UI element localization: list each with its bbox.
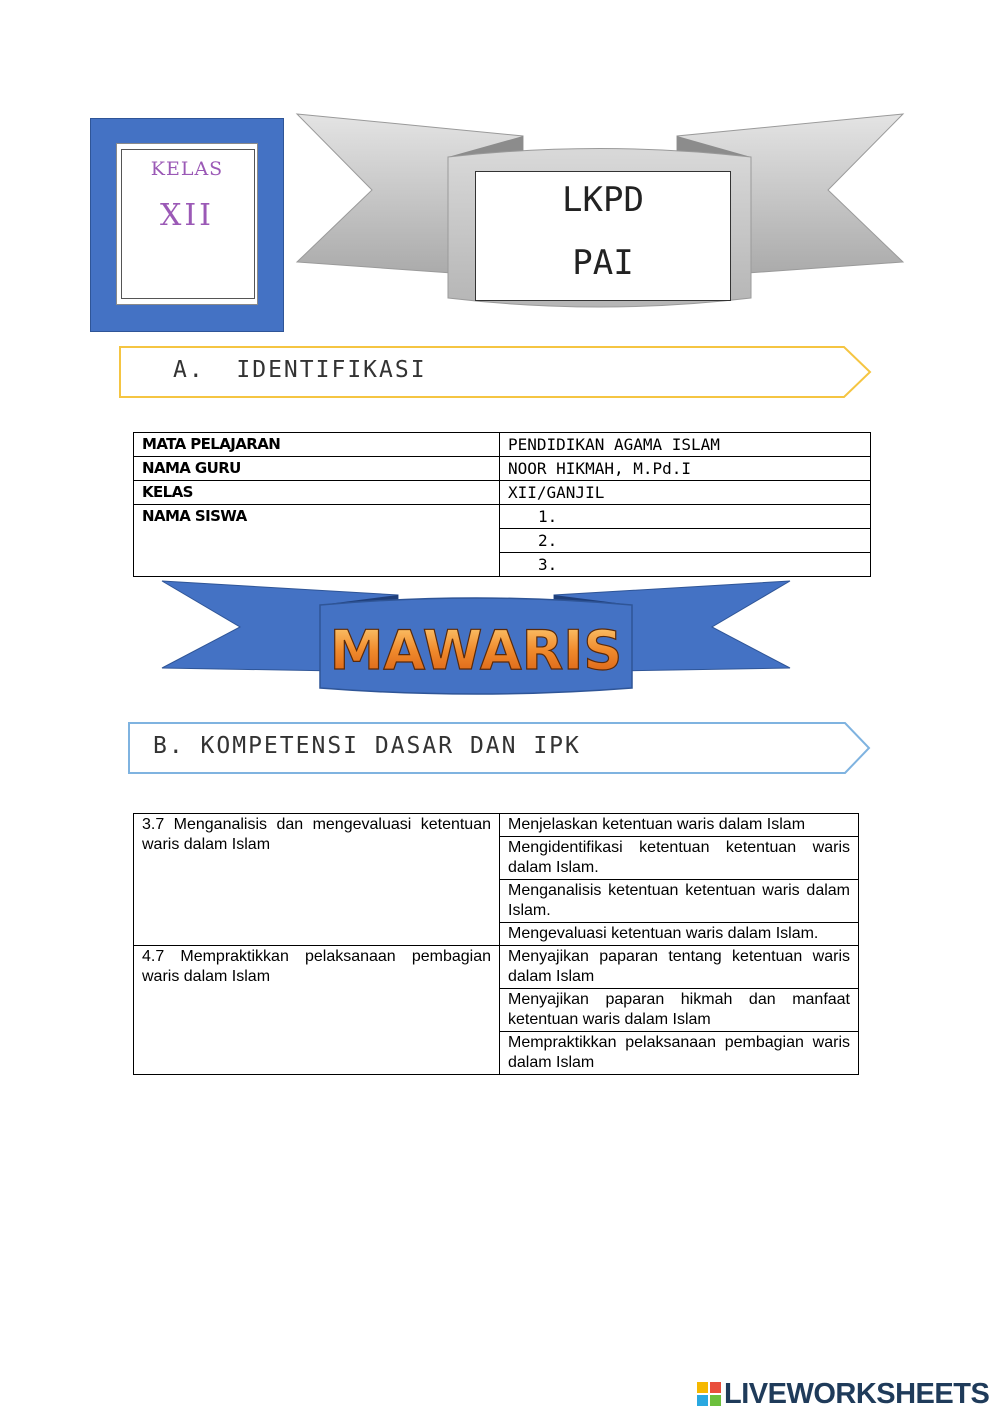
row-value: PENDIDIKAN AGAMA ISLAM — [500, 433, 871, 457]
lkpd-title: LKPD — [562, 180, 644, 220]
ipk-cell: Menjelaskan ketentuan waris dalam Islam — [500, 814, 859, 837]
table-row — [134, 457, 871, 481]
siswa-number: 1. — [500, 505, 871, 529]
row-label: MATA PELAJARAN — [134, 433, 500, 457]
kd-cell: 3.7 Menganalisis dan mengevaluasi ketentuan waris dalam Islam — [134, 814, 500, 946]
ipk-cell: Mengidentifikasi ketentuan ketentuan waris dalam Islam. — [500, 837, 859, 880]
table-row — [134, 946, 859, 989]
identitas-table — [133, 432, 871, 577]
siswa-number: 3. — [500, 553, 871, 577]
liveworksheets-logo — [697, 1378, 989, 1410]
ipk-cell: Menyajikan paparan tentang ketentuan waris dalam Islam — [500, 946, 859, 989]
table-row — [134, 505, 871, 529]
ipk-cell: Menyajikan paparan hikmah dan manfaat ketentuan waris dalam Islam — [500, 989, 859, 1032]
liveworksheets-logo-icon — [697, 1382, 721, 1406]
table-row — [134, 433, 871, 457]
liveworksheets-logo-text: LIVEWORKSHEETS — [724, 1377, 990, 1410]
ipk-cell: Mengevaluasi ketentuan waris dalam Islam. — [500, 923, 859, 946]
section-b-title: B. KOMPETENSI DASAR DAN IPK — [153, 733, 581, 759]
kelas-value: XII — [159, 198, 215, 233]
row-label: KELAS — [134, 481, 500, 505]
siswa-number: 2. — [500, 529, 871, 553]
row-value: XII/GANJIL — [500, 481, 871, 505]
kompetensi-table — [133, 813, 859, 1075]
ipk-cell: Mempraktikkan pelaksanaan pembagian waris dalam Islam — [500, 1032, 859, 1075]
table-row — [134, 814, 859, 837]
kd-cell: 4.7 Mempraktikkan pelaksanaan pembagian waris dalam Islam — [134, 946, 500, 1075]
nama-siswa-label: NAMA SISWA — [134, 505, 500, 577]
mawaris-banner — [150, 575, 810, 705]
section-a-title: A. IDENTIFIKASI — [173, 357, 427, 383]
lkpd-subtitle: PAI — [572, 243, 634, 283]
ipk-cell: Menganalisis ketentuan ketentuan waris dalam Islam. — [500, 880, 859, 923]
kelas-label: KELAS — [150, 158, 224, 180]
row-value: NOOR HIKMAH, M.Pd.I — [500, 457, 871, 481]
table-row — [134, 481, 871, 505]
mawaris-title: MAWARIS — [329, 619, 623, 682]
row-label: NAMA GURU — [134, 457, 500, 481]
